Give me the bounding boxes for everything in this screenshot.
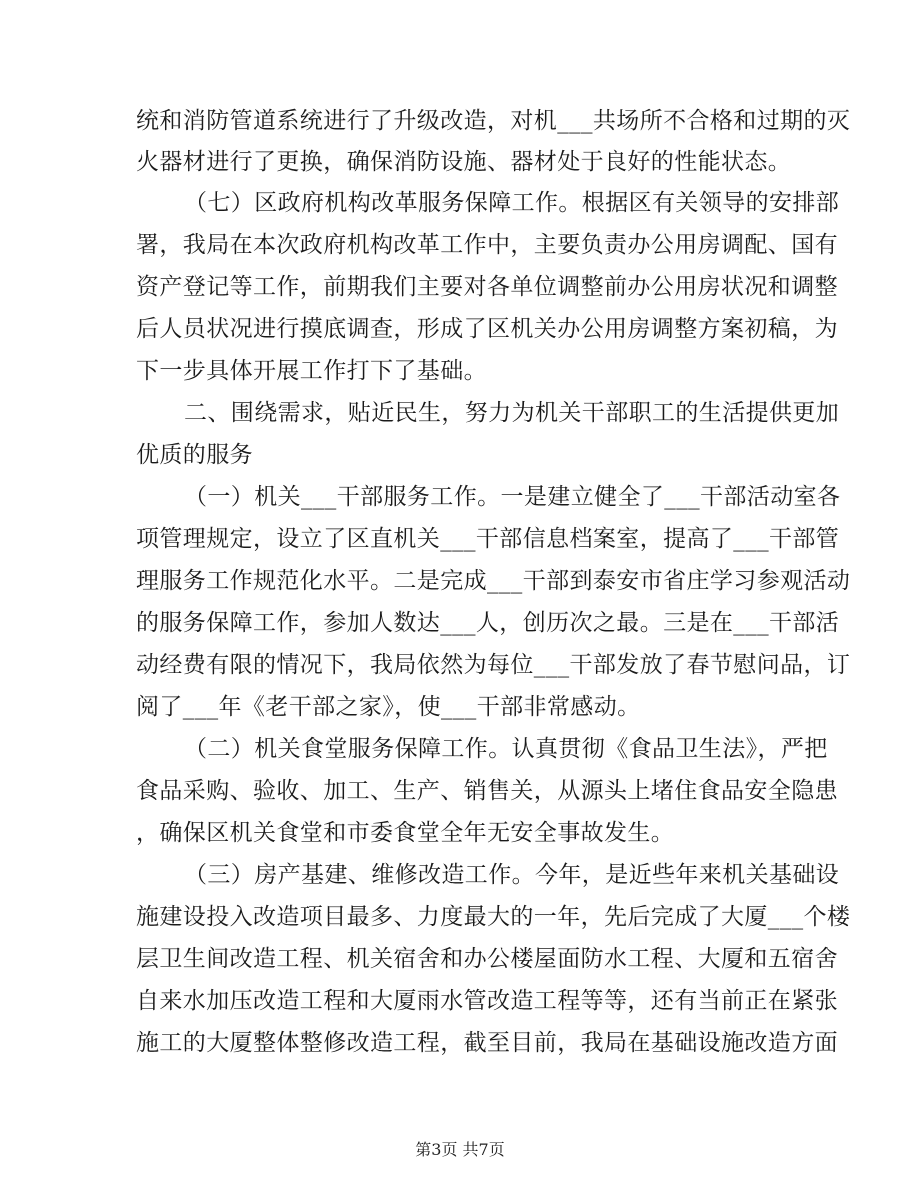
text-line: 施工的大厦整体整修改造工程，截至目前，我局在基础设施改造方面 (136, 1030, 838, 1056)
text-line: 施建设投入改造项目最多、力度最大的一年，先后完成了大厦___个楼 (136, 904, 851, 930)
text-line: 动经费有限的情况下，我局依然为每位___干部发放了春节慰问品，订 (136, 652, 851, 678)
text-line: 后人员状况进行摸底调查，形成了区机关办公用房调整方案初稿，为 (136, 316, 838, 342)
text-line: 的服务保障工作，参加人数达___人，创历次之最。三是在___干部活 (136, 610, 840, 636)
text-line: 阅了___年《老干部之家》，使___干部非常感动。 (136, 694, 641, 720)
text-line: 项管理规定，设立了区直机关___干部信息档案室，提高了___干部管 (136, 526, 840, 552)
text-line: 资产登记等工作，前期我们主要对各单位调整前办公用房状况和调整 (136, 274, 838, 300)
text-line: 自来水加压改造工程和大厦雨水管改造工程等等，还有当前正在紧张 (136, 988, 838, 1014)
text-line: 理服务工作规范化水平。二是完成___干部到泰安市省庄学习参观活动 (136, 568, 851, 594)
text-line: ，确保区机关食堂和市委食堂全年无安全事故发生。 (136, 820, 675, 846)
text-line: 层卫生间改造工程、机关宿舍和办公楼屋面防水工程、大厦和五宿舍 (136, 946, 838, 972)
paragraph-heading-7: （七）区政府机构改革服务保障工作。根据区有关领导的安排部 (184, 190, 840, 216)
text-line: 统和消防管道系统进行了升级改造，对机___共场所不合格和过期的灭 (136, 108, 851, 134)
page-number: 第3页 共7页 (415, 1140, 505, 1159)
text-line: 火器材进行了更换，确保消防设施、器材处于良好的性能状态。 (136, 149, 792, 175)
text-line: 下一步具体开展工作打下了基础。 (136, 358, 487, 384)
text-line: 优质的服务 (136, 442, 253, 468)
paragraph-heading-1: （一）机关___干部服务工作。一是建立健全了___干部活动室各 (184, 484, 841, 510)
paragraph-heading-2: （二）机关食堂服务保障工作。认真贯彻《食品卫生法》，严把 (184, 736, 828, 762)
paragraph-heading-3: （三）房产基建、维修改造工作。今年，是近些年来机关基础设 (184, 862, 840, 888)
text-line: 署，我局在本次政府机构改革工作中，主要负责办公用房调配、国有 (136, 232, 838, 258)
section-heading-2: 二、围绕需求，贴近民生，努力为机关干部职工的生活提供更加 (184, 400, 840, 426)
text-line: 食品采购、验收、加工、生产、销售关，从源头上堵住食品安全隐患 (136, 778, 838, 804)
